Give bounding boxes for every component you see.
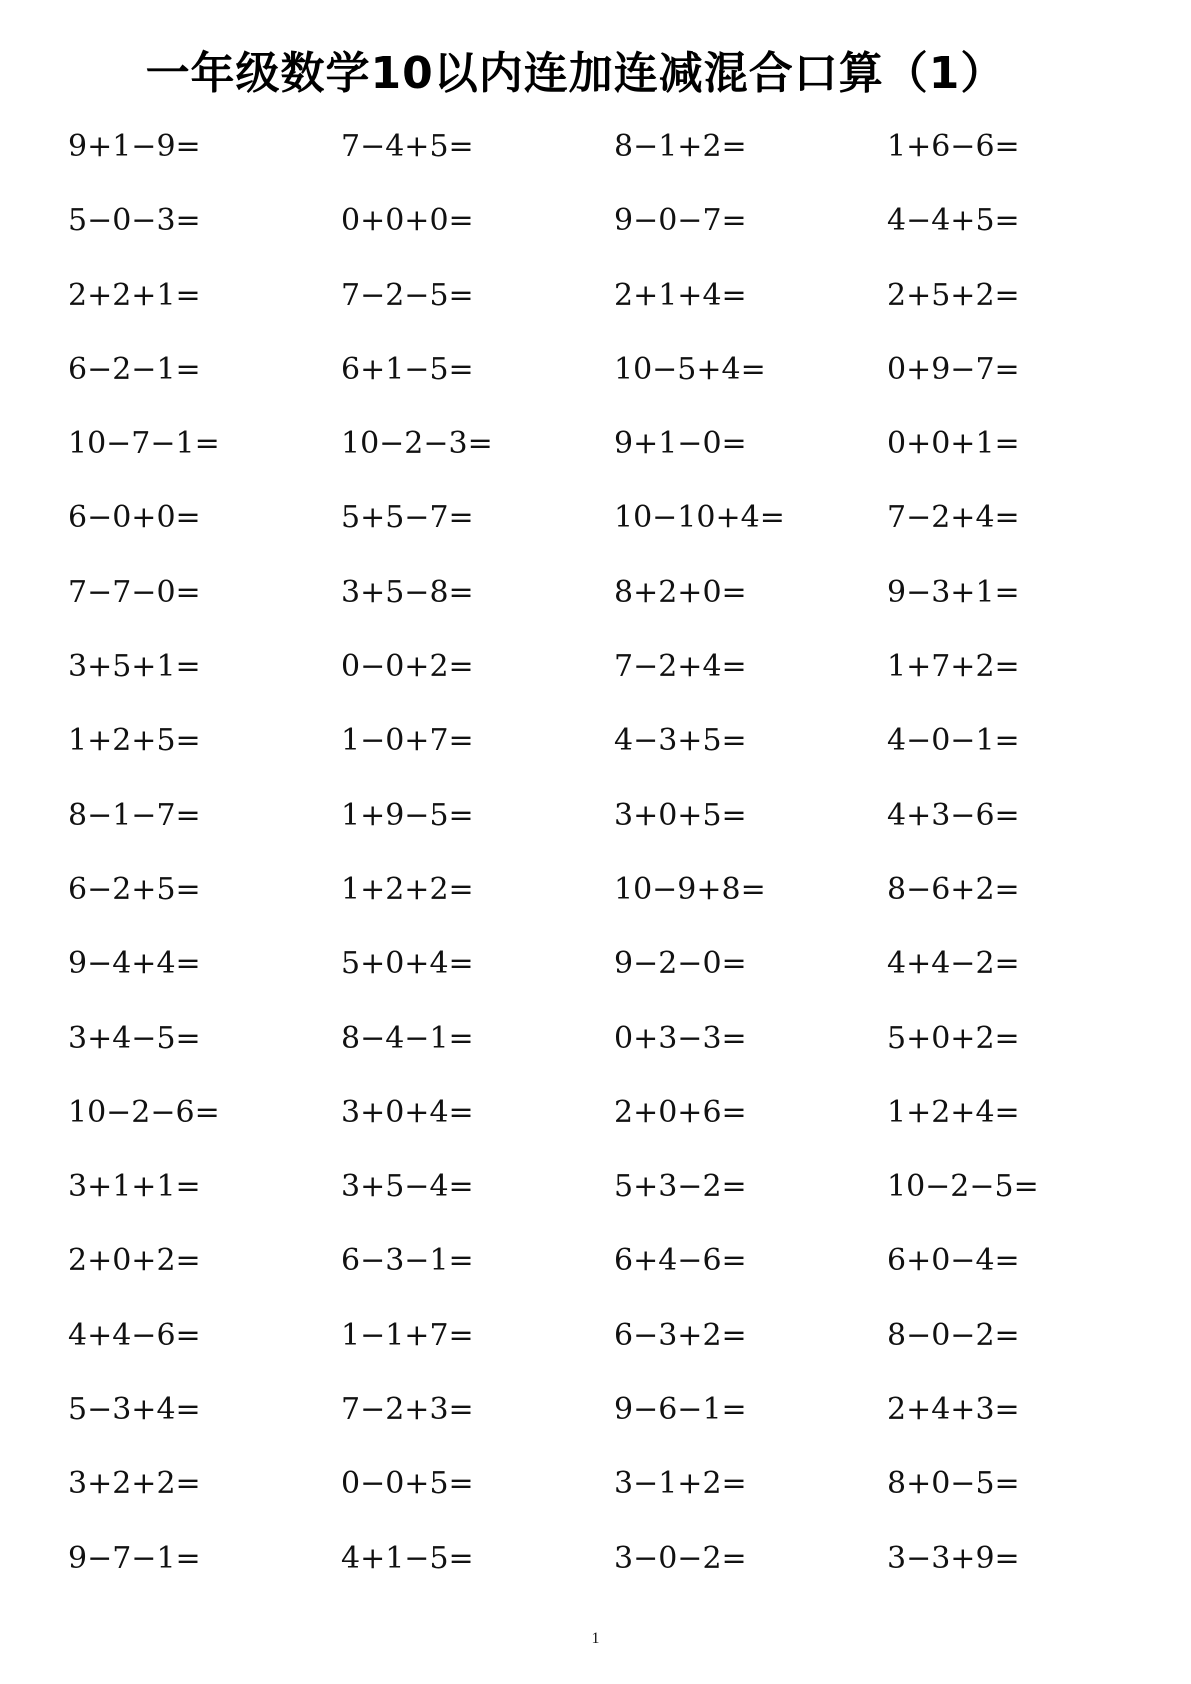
arithmetic-problem: 0−0+5= [341,1466,474,1502]
arithmetic-problem: 10−9+8= [614,871,766,907]
arithmetic-problem: 4+3−6= [887,797,1020,833]
arithmetic-problem: 2+4+3= [887,1392,1020,1428]
arithmetic-problem: 10−2−5= [887,1169,1039,1205]
arithmetic-problem: 2+1+4= [614,277,747,313]
problem-row [68,1167,1168,1241]
arithmetic-problem: 2+5+2= [887,277,1020,313]
arithmetic-problem: 8−4−1= [341,1020,474,1056]
arithmetic-problem: 5+0+4= [341,946,474,982]
arithmetic-problem: 10−5+4= [614,351,766,387]
arithmetic-problem: 6−0+0= [68,500,201,536]
arithmetic-problem: 2+2+1= [68,277,201,313]
problem-row [68,573,1168,647]
arithmetic-problem: 3−0−2= [614,1540,747,1576]
arithmetic-problem: 4+1−5= [341,1540,474,1576]
arithmetic-problem: 10−2−6= [68,1094,220,1130]
arithmetic-problem: 10−7−1= [68,426,220,462]
arithmetic-problem: 10−2−3= [341,426,493,462]
problem-row [68,127,1168,201]
arithmetic-problem: 3+0+4= [341,1094,474,1130]
problem-row [68,1464,1168,1538]
arithmetic-problem: 3+5+1= [68,649,201,685]
arithmetic-problem: 6−2−1= [68,351,201,387]
page-title: 一年级数学10以内连加连减混合口算（1） [145,48,1006,99]
problem-row [68,721,1168,795]
problem-row [68,796,1168,870]
arithmetic-problem: 7−2+3= [341,1392,474,1428]
problem-row [68,1316,1168,1390]
arithmetic-problem: 3−3+9= [887,1540,1020,1576]
arithmetic-problem: 9+1−9= [68,129,201,164]
arithmetic-problem: 1+7+2= [887,649,1020,685]
arithmetic-problem: 7−2+4= [887,500,1020,536]
arithmetic-problem: 9−0−7= [614,203,747,239]
arithmetic-problem: 6−3−1= [341,1243,474,1279]
arithmetic-problem: 6+1−5= [341,351,474,387]
arithmetic-problem: 2+0+2= [68,1243,201,1279]
arithmetic-problem: 5−0−3= [68,203,201,239]
arithmetic-problem: 7−2+4= [614,649,747,685]
arithmetic-problem: 6−2+5= [68,871,201,907]
problem-row [68,1241,1168,1315]
arithmetic-problem: 1−0+7= [341,723,474,759]
arithmetic-problem: 6+4−6= [614,1243,747,1279]
arithmetic-problem: 3+5−4= [341,1169,474,1205]
arithmetic-problem: 3+1+1= [68,1169,201,1205]
arithmetic-problem: 8−1+2= [614,129,747,164]
arithmetic-problem: 1+2+4= [887,1094,1020,1130]
arithmetic-problem: 1−1+7= [341,1317,474,1353]
arithmetic-problem: 0+3−3= [614,1020,747,1056]
arithmetic-problem: 5+5−7= [341,500,474,536]
arithmetic-problem: 9+1−0= [614,426,747,462]
arithmetic-problem: 8−0−2= [887,1317,1020,1353]
arithmetic-problem: 6+0−4= [887,1243,1020,1279]
arithmetic-problem: 10−10+4= [614,500,785,536]
problem-row [68,1019,1168,1093]
arithmetic-problem: 4+4−6= [68,1317,201,1353]
arithmetic-problem: 1+9−5= [341,797,474,833]
problem-row [68,870,1168,944]
arithmetic-problem: 4+4−2= [887,946,1020,982]
arithmetic-problem: 4−4+5= [887,203,1020,239]
problem-row [68,647,1168,721]
arithmetic-problem: 8−6+2= [887,871,1020,907]
arithmetic-problem: 8+2+0= [614,574,747,610]
arithmetic-problem: 4−3+5= [614,723,747,759]
page-number: 1 [591,1630,600,1647]
arithmetic-problem: 1+2+2= [341,871,474,907]
arithmetic-problem: 7−7−0= [68,574,201,610]
arithmetic-problem: 3+4−5= [68,1020,201,1056]
problem-row [68,424,1168,498]
problem-row [68,1093,1168,1167]
arithmetic-problem: 9−6−1= [614,1392,747,1428]
arithmetic-problem: 6−3+2= [614,1317,747,1353]
arithmetic-problem: 0−0+2= [341,649,474,685]
arithmetic-problem: 9−4+4= [68,946,201,982]
arithmetic-problem: 3+5−8= [341,574,474,610]
arithmetic-problem: 0+0+0= [341,203,474,239]
arithmetic-problem: 7−4+5= [341,129,474,164]
problem-row [68,1390,1168,1464]
arithmetic-problem: 9−7−1= [68,1540,201,1576]
arithmetic-problem: 0+9−7= [887,351,1020,387]
arithmetic-problem: 7−2−5= [341,277,474,313]
arithmetic-problem: 3−1+2= [614,1466,747,1502]
arithmetic-problem: 4−0−1= [887,723,1020,759]
problem-grid [68,127,1168,1613]
problem-row [68,944,1168,1018]
problem-row [68,201,1168,275]
arithmetic-problem: 2+0+6= [614,1094,747,1130]
arithmetic-problem: 5+0+2= [887,1020,1020,1056]
problem-row [68,498,1168,572]
arithmetic-problem: 5+3−2= [614,1169,747,1205]
problem-row [68,276,1168,350]
arithmetic-problem: 1+6−6= [887,129,1020,164]
problem-row [68,1539,1168,1613]
arithmetic-problem: 9−3+1= [887,574,1020,610]
arithmetic-problem: 3+2+2= [68,1466,201,1502]
arithmetic-problem: 8+0−5= [887,1466,1020,1502]
arithmetic-problem: 5−3+4= [68,1392,201,1428]
arithmetic-problem: 9−2−0= [614,946,747,982]
problem-row [68,350,1168,424]
arithmetic-problem: 1+2+5= [68,723,201,759]
arithmetic-problem: 3+0+5= [614,797,747,833]
arithmetic-problem: 8−1−7= [68,797,201,833]
arithmetic-problem: 0+0+1= [887,426,1020,462]
